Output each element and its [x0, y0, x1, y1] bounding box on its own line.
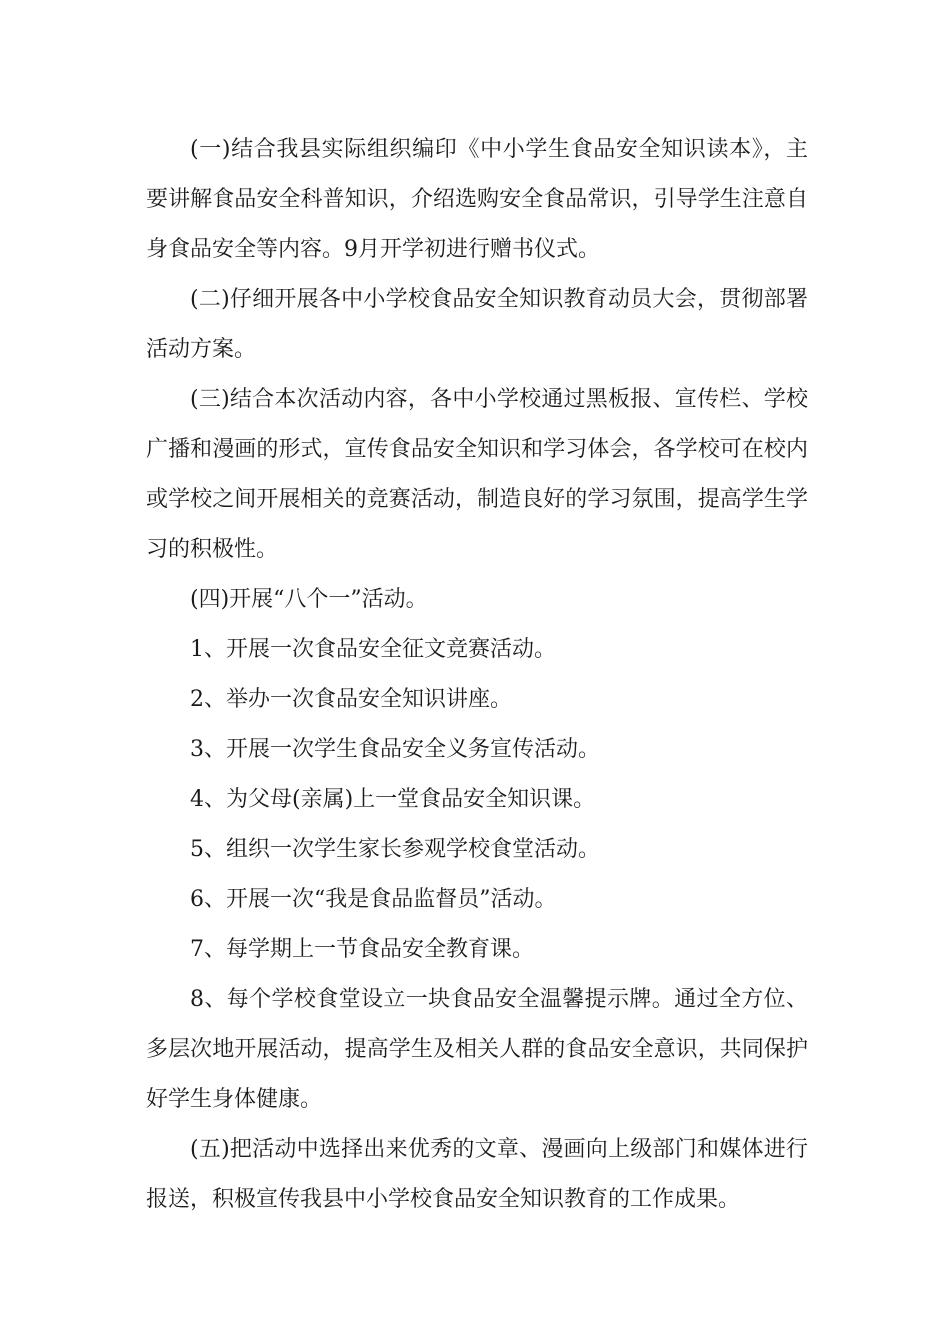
paragraph-2: (二)仔细开展各中小学校食品安全知识教育动员大会，贯彻部署活动方案。 [146, 287, 808, 362]
list-item-7: 7、每学期上一节食品安全教育课。 [190, 937, 534, 962]
paragraph-3: (三)结合本次活动内容，各中小学校通过黑板报、宣传栏、学校广播和漫画的形式，宣传食品安全知识和学习体会，各学校可在校内或学校之间开展相关的竞赛活动，制造良好的学习氛围，提高学生学习的积极性。 [146, 387, 808, 562]
document-body [146, 125, 808, 1225]
list-item-3: 3、开展一次学生食品安全义务宣传活动。 [190, 737, 600, 762]
list-item-1: 1、开展一次食品安全征文竞赛活动。 [190, 637, 556, 662]
paragraph-1: (一)结合我县实际组织编印《中小学生食品安全知识读本》，主要讲解食品安全科普知识，介绍选购安全食品常识，引导学生注意自身食品安全等内容。9月开学初进行赠书仪式。 [146, 137, 808, 262]
list-item-5: 5、组织一次学生家长参观学校食堂活动。 [190, 837, 600, 862]
list-item-8: 8、每个学校食堂设立一块食品安全温馨提示牌。通过全方位、多层次地开展活动，提高学生及相关人群的食品安全意识，共同保护好学生身体健康。 [146, 987, 808, 1112]
paragraph-5: (五)把活动中选择出来优秀的文章、漫画向上级部门和媒体进行报送，积极宣传我县中小学校食品安全知识教育的工作成果。 [146, 1137, 808, 1212]
list-item-4: 4、为父母(亲属)上一堂食品安全知识课。 [190, 787, 596, 812]
list-item-2: 2、举办一次食品安全知识讲座。 [190, 687, 512, 712]
paragraph-4: (四)开展“八个一”活动。 [190, 587, 428, 612]
list-item-6: 6、开展一次“我是食品监督员”活动。 [190, 887, 557, 912]
